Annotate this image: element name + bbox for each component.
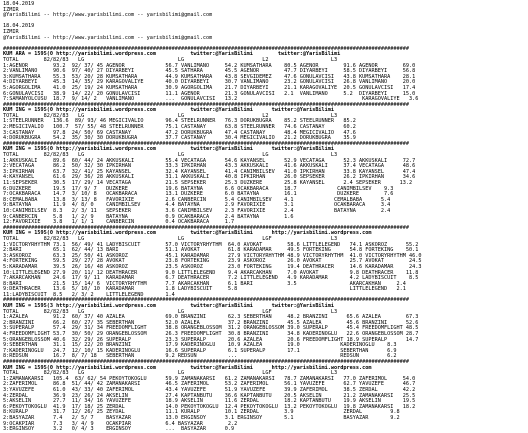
race-row: 10:LITTLELEGEND 27.9 20/ 11/ 12 DEATHRACER 9.0 LITTLELEGEND 9.4 AKARCAKHAN 7.0 AVOKAT 9.8 DEATHRACER 11.8 [3, 269, 419, 276]
race-row: 9:CANBERCIN 5.8 1/ 2/ 9 BATAYNA 0.9 OCAKBARACA 2.4 BATAYNA 1.6 [3, 213, 294, 220]
race-row: 2:BRANZINI 66.2 60/ 27/ 35 SEBERTHAN 52.0 AZALEA 37.2 BRANZINI 45.5 AZALEA 45.6 BRANZINI 52.6 [3, 319, 419, 326]
race-row: 7:OCAKBARACA 14.7 3/ 10/ 8 OCAKBARACA 13.1 DUZKERE 6.0 BATAYNA 16.1 DUZKERE 7.6 [3, 191, 394, 198]
race-row: 8:CEMALBABA 13.8 3/ 13/ 8 FAVORIXIE 2.6 CANBERCIN 5.4 CANIMBILSEV 4.1 CEMALBABA 5.4 [3, 196, 391, 203]
race-row: 5:KARADAMAR 39.5 26/ 16/ 48 ASKOROZ 23.5 ASKOROZ 23.0 FORTEKING 19.4 DEATHRACER 14.6 KARADAMAR 24.3 [3, 263, 422, 270]
race-row: 1:VICTORYRHYTHM 73.1 56/ 49/ 41 LADYBISCUIT 57.0 VICTORYRHYTHM 64.0 AVOKAT 58.6 LITTLELEGEND 74.1 ASKOROZ 55.2 [3, 241, 419, 248]
race-row: 3:KUMSATHARA 55.3 53/ 20/ 28 KUMSATHARA 44.9 KUMSATHARA 43.8 SEVGIDEMEZ 47.6 GONULAVCISI 43.8 KUMSATHARA 28.1 [3, 73, 416, 80]
separator-rule: ################################################################################################################################## [3, 224, 410, 231]
race-row: 5:ORANGEBLOSSOM 40.6 32/ 29/ 26 SUPERALP 23.3 SUPERALP 20.6 AZALEA 20.6 FREEDOMFLIGHT 18.9 SUPERALP 14.7 [3, 336, 419, 343]
race-column-header: TOTAL 82/82/83 LG LG LGF L3 [3, 235, 338, 242]
race-row: 2:VANLIMANO 90.6 97/ 40/ 27 DIYARBEYI 45.5 SATHARA 45.5 AGENOR 47.7 DIYARBEYI 58.5 DIYARBEYI 56.8 [3, 68, 416, 75]
race-row: 11:LADYBISCUIT 8.5 2/ 3/ 2 LITTLELEGEND 1.4 [3, 291, 175, 298]
separator-rule: ################################################################################################################################## [3, 297, 410, 304]
race-row: 2:BASYAZAR 7.4 2/ 5/ 7 BASYAZAR 13.0 ERGINSOY 3.1 ERGINSOY 5.1 BASYAZAR 9.2 [3, 414, 400, 421]
race-row: 1:STEELRUNNER 136.6 89/ 93/ 46 MEGICIVALIO 96.4 STEELRUNNER 76.3 DORUKBUGRA 85.2 STEELRUNNER 85.2 [3, 118, 356, 125]
race-row: 3:YAVUZEFE 61.0 43/ 33/ 40 ZAFERIMOL 43.4 YAVUZEFE 51.9 YAVUZEFE 39.9 ZAFERIMOL 38.5 ZERDAL 42.2 [3, 386, 416, 393]
race-row: 5:AKSELIN 27.7 11/ 34/ 16 YAVUZEFE 18.9 AKSELIN 11.6 ZERDAL 18.2 KAPTANBUTU 19.9 AKSELIN 19.5 [3, 398, 416, 405]
separator-rule: ################################################################################################################################## [3, 101, 410, 108]
race-row: 4:FREEDOMFLIGHT 53.7 30/ 50/ 29 ORANGEBLOSSOM 26.3 FREEDOMFLIGHT 30.8 BRANZINI 34.8 KADERINOGLU 22.6 ORANGEBLOSSOM 28.7 [3, 331, 419, 338]
race-row: 1:AGENOR 93.2 92/ 37/ 45 AGENOR 56.7 VANLIMANO 54.2 KUMSATHARA 80.5 AGENOR 91.6 AGENOR 69.0 [3, 62, 416, 69]
race-row: 2:MEGICIVALIO 100.7 57/ 55/ 48 STEELRUNNER 75.1 CASTANAY 63.8 STEELRUNNER 74.6 CASTANAY 60.2 [3, 124, 356, 131]
race-row: 10:CANIMBILSEV 8.3 2/ 3/ 11 SEPSEKER 3.6 CANIMBILSEV 2.3 FAVORIXIE 2.4 BATAYNA 2.4 [3, 207, 391, 214]
race-title: KUM ING = 1595(0 http://yarisbilimi.wordpress.com twitter:@YarisBilimi http://yarisbilimi.wordpress.com [3, 364, 372, 371]
race-title: KUM ING = 1595(3 http://yarisbilimi.wordpress.com twitter:@YarisBilimi twitter:@YarisBilimi [3, 303, 335, 310]
race-row: 1:AZALEA 91.2 60/ 37/ 40 AZALEA 69.0 BRANZINI 62.3 SEBERTHAN 48.2 BRANZINI 65.6 AZALEA 67.3 [3, 314, 419, 321]
race-row: 12:FAVORIXIE 3.8 1/ 1/ 1 CANBERCIN 0.4 OCAKBARACA 1.7 [3, 219, 235, 226]
race-row: 8:KURALP 31.7 12/ 26/ 25 ZEYDAL 11.1 KURALP 10.1 ZERDAL 3.9 ZERDAL 9.8 [3, 409, 400, 416]
race-row: 2:BARI 65.1 62/ 44/ 13 BARI 51.1 AVOKAT 61.8 KARADAMAR 49.5 FORTEKING 54.8 FORTEKING 50.1 [3, 247, 419, 254]
race-column-header: TOTAL 82/82/83 LG LG L2 L3 [3, 112, 338, 119]
race-row: 6:GONULAVCISI 38.9 14/ 22/ 20 GONULAVCISI 11.1 AGENOR 21.3 GONULAVCISI 2.1 VANLIMANO 5.2 DIYARBEYI 15.0 [3, 90, 416, 97]
race-column-header: TOTAL 82/82/83 LG LG LG L3 [3, 152, 338, 159]
header-line: IZMIR [3, 6, 19, 13]
race-row: 3:ERGINSOY 3.2 0/ 4/ 3 ERGINSOY ... BASYAZAR 0.9 [3, 426, 235, 433]
header-line: @YarisBilimi -- http://www.yarisbilimi.com -- yarisbilimi@gmail.com [3, 12, 213, 19]
race-row: 7:AKARCAKHAN 24.6 17/ 9/ 11 KARADAMAR 6.7 DEATHRACER 7.2 LITTLELEGEND 4.9 KARADAMAR 4.2 LADYBISCUIT 8.5 [3, 275, 419, 282]
race-column-header: TOTAL 82/82/83 LG LG LGF L3 [3, 308, 338, 315]
header-line: 18.04.2019 [3, 1, 35, 7]
race-row: 9:SEBERTHAN 31.1 15/ 22/ 20 BRANZINI 17.9 KADERINOGLU 10.9 AZALEA 19.0 KADERINOGLU 8.3 [3, 342, 397, 349]
race-row: 4:DIYARBEYI 45.3 14/ 35/ 29 KARAGOVALIYE 40.0 DIYARBEYI 30.7 VANLIMANO 23.2 GONULAVCISI 26.8 VANLIMANO 20.0 [3, 79, 416, 86]
race-row: 6:DUZKERE 19.5 17/ 9/ 7 DUZKERE 19.6 BATAYNA 6.6 OCAKBARACA 18.7 CANIMBILSEV 9.3 [3, 185, 394, 192]
race-row: 3:ASKOROZ 63.3 25/ 50/ 41 ASKOROZ 45.1 KARADAMAR 27.9 VICTORYRHYTHM 48.9 VICTORYRHYTHM 41.0 VICTORYRHYTHM 46.0 [3, 252, 422, 259]
race-row: 4:ZERDAL 36.9 23/ 26/ 24 AKSELIN 27.4 KAPTANBUTU 36.6 KAPTANBUTU 20.5 AKSELIN 21.2 ZAMANAKARSI 25.5 [3, 392, 416, 399]
race-row: 9:OCAKPIAR 7.3 3/ 4/ 9 OCAKPIAR 6.4 BASYAZAR 2.2 [3, 420, 238, 427]
race-row: 4:DORUKBUGRA 54.2 35/ 30/ 30 DORUKBUGRA 37.7 CASTANAY 30.4 MEGICIVALIO 21.2 DORUKBUGRA 35.9 [3, 135, 356, 142]
header-line: IZMIR [3, 28, 19, 35]
race-column-header: TOTAL 82/82/83 LG LG LGF L3 [3, 370, 338, 377]
race-row: 5:AGORGOLIMA 41.0 25/ 19/ 24 KUMSATHARA 30.9 AGORGOLIMA 21.7 DIYARBEYI 21.1 KARAGOVALIYE 20.5 GONULAVCISI 17.4 [3, 84, 416, 91]
race-row: 4:FORTEKING 59.5 29/ 27/ 28 AVOKAT 23.8 FORTEKING 23.9 ASKOROZ 26.0 AVOKAT 25.7 AVOKAT 24.5 [3, 258, 422, 265]
race-row: 8:BARI 21.5 15/ 14/ 6 VICTORYRHYTHM 7.7 AKARCAKHAN 6.1 BARI 3.5 AKARCAKHAN 2.4 [3, 280, 406, 287]
race-row: 2:VECATAGA 86.2 50/ 32/ 30 IPKIRHAN 33.3 IPKIRHAN 43.3 AKKUSKALI 41.6 AKKUSKALI 37.4 VECATAGA 48.6 [3, 163, 416, 170]
race-title: KUM ING = 1595(0 http://yarisbilimi.wordpress.com twitter:@YarisBilimi twitter:@YarisBilimi [3, 107, 335, 114]
header-line: @YarisBilimi -- http://www.yarisbilimi.com -- yarisbilimi@gmail.com [3, 34, 213, 41]
race-row: 2:ZAFERIMOL 86.8 51/ 44/ 42 ZAMANAKARSI 46.5 ZAFERIMOL 53.2 ZAFERIMOL 56.1 YAVUZEFE 62.7 YAVUZEFE 46.7 [3, 381, 416, 388]
race-row: 3:CASTANAY 97.8 24/ 50/ 69 CASTANAY 47.2 DORUKBUGRA 47.4 CASTANAY 48.4 MEGICIVALIO 47.6 [3, 129, 356, 136]
race-row: 8:REDSUN 16.7 8/ 7/ 18 SEBERTHAN 9.2 REDSUN ... REDSUN 6.2 [3, 353, 397, 360]
race-row: 7:KADERINOGLU 24.7 12/ 10/ 15 KADERINOGLU 16.6 SUPERALP 6.1 SUPERALP 17.1 SEBERTHAN 6.9 [3, 347, 397, 354]
race-row: 9:DEATHRACER 13.6 5/ 10/ 10 KARADAMAR 1.8 LADYBISCUIT 5.8 LITTLELEGEND 2.1 [3, 286, 406, 293]
race-row: 3:SUPERALP 57.4 29/ 31/ 34 FREEDOMFLIGHT 38.8 ORANGEBLOSSOM 31.2 ORANGEBLOSSOM 39.0 SUPERALP 45.4 FREEDOMFLIGHT 48.5 [3, 325, 419, 332]
race-row: 11:SEPSEKER 30.5 17/ 29/ 14 VECATAGA 21.5 SEPSEKER 25.3 DUZKERE 25.8 KAYANSEL 2.4 SEPSEKER 13.2 [3, 180, 413, 186]
race-row: 7:SAMANYOLCUSU 18.7 9/ 14/ 2 VANLIMANO ... GONULAVCISI 13.2 KARAGOVALIYE 3.6 [3, 96, 419, 103]
race-title: KUM ING = 1595(0 http://yarisbilimi.wordpress.com twitter:@YarisBilimi http://yarisbilimi.wordpress.com [3, 230, 372, 237]
race-column-header: TOTAL 82/82/83 LG LG L2 L3 [3, 56, 338, 63]
header-line: 18.04.2019 [3, 23, 35, 30]
race-row: 1:ZAMANAKARSI 105.4 63/ 62/ 54 PEKOYTOKOGLU 59.9 ZAMANAKARSI 61.2 ZAMANAKARSI 78.7 ZAMANAKARSI 77.0 ZAFERIMOL 54.0 [3, 375, 416, 382]
race-row: 3:IPKIRHAN 63.7 32/ 41/ 25 KAYANSEL 32.4 KAYANSEL 41.4 CANIMBILSEV 41.0 IPKIRHAN 33.8 KAYANSEL 47.4 [3, 168, 416, 175]
separator-rule: ################################################################################################################################## [3, 140, 410, 147]
separator-rule: ################################################################################################################################## [3, 45, 410, 52]
race-title: KUM ARA = 1595(0 http://yarisbilimi.wordpress.com twitter:@YarisBilimi twitter:@YarisBilimi [3, 51, 341, 58]
race-row: 9:BATAYNA 11.9 4/ 8/ 0 CANIMBILSEV 4.4 BATAYNA 2.9 FAVORIXIE 3.1 OCAKBARACA 3.4 [3, 202, 391, 209]
race-row: 6:PEKOYTOKOGLU 41.9 17/ 18/ 25 ZERDAL 14.0 PEKOYTOKOGLU 12.4 PEKOYTOKOGLU 13.2 PEKOYTOKOGLU 19.8 ZAMANAKARSI 18.2 [3, 403, 416, 410]
separator-rule: ################################################################################################################################## [3, 359, 410, 365]
race-row: 4:KAYANSEL 61.6 29/ 36/ 28 AKKUSKALI 31.1 AKKUSKALI 40.8 IPKIRHAN 26.0 SEPSEKER 26.2 IPKIRHAN 34.6 [3, 174, 416, 181]
race-row: 1:AKKUSKALI 89.6 60/ 44/ 24 AKKUSKALI 55.4 VECATAGA 54.6 KAYANSEL 52.9 VECATAGA 52.3 AKKUSKALI 72.7 [3, 157, 416, 164]
race-title: KUM ING = 1595(0 http://yarisbilimi.wordpress.com twitter:@YarisBilimi twitter:@YarisBilimi [3, 146, 335, 153]
